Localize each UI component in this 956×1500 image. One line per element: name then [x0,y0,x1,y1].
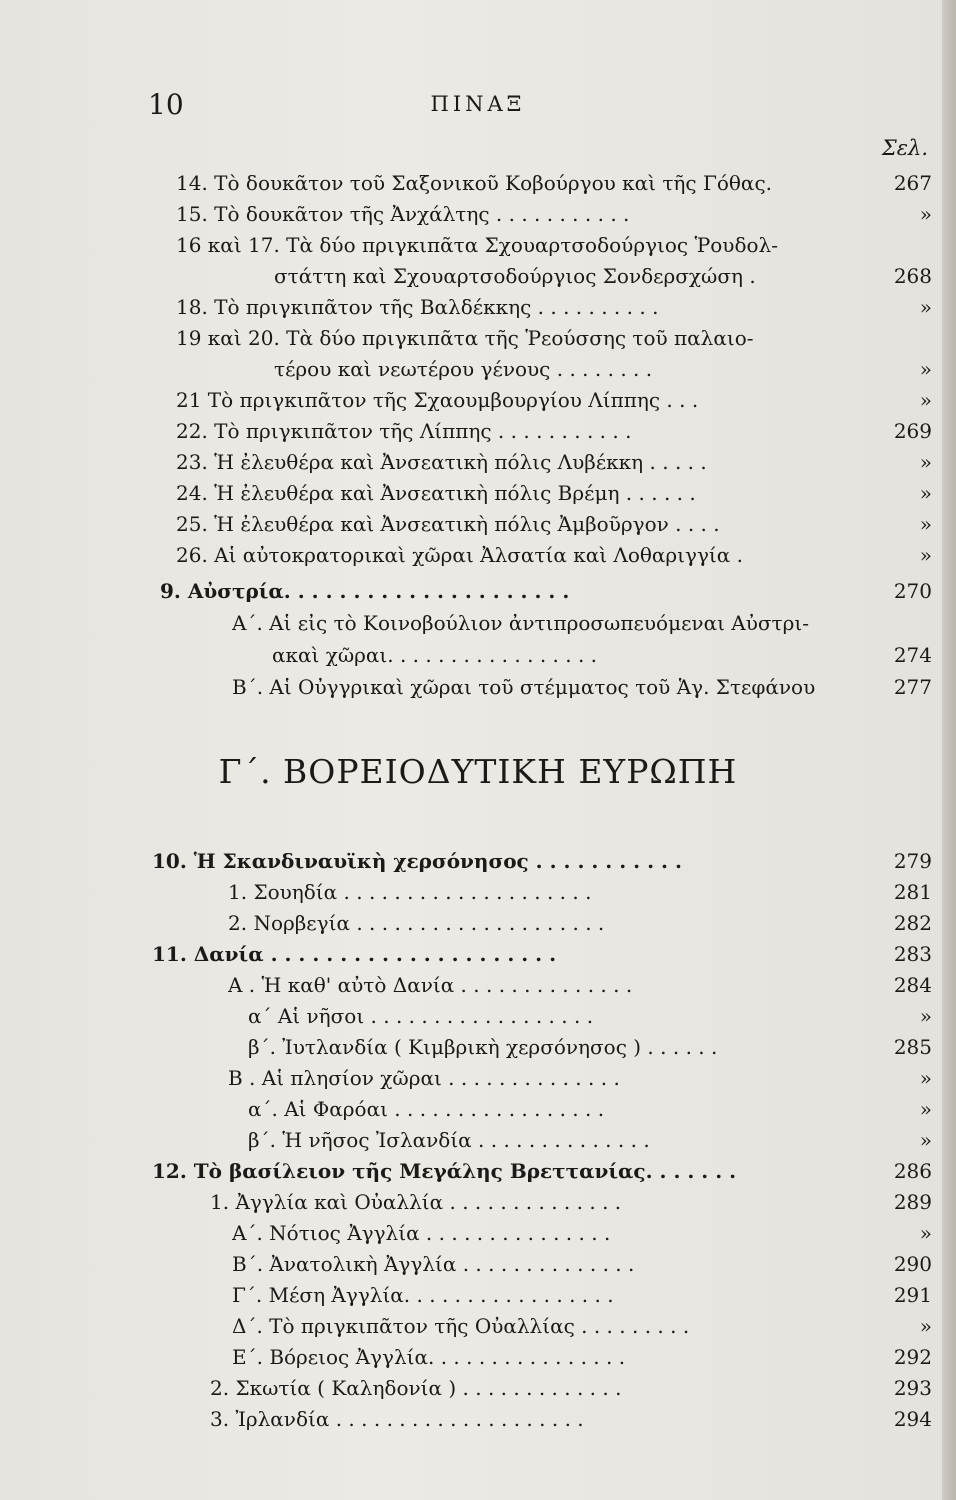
toc-entry [0,1311,956,1342]
toc-entry-text: 2. Νορβεγία . . . . . . . . . . . . . . . . . . . . [228,911,605,935]
toc-entry-text: 2. Σκωτία ( Καληδονία ) . . . . . . . . . . . . . [210,1376,622,1400]
toc-entry-page: 286 [893,1159,932,1183]
toc-entry-page: 268 [893,264,932,288]
toc-entry [0,1032,956,1063]
toc-entry-text: α΄. Αἱ Φαρόαι . . . . . . . . . . . . . . . . . [248,1097,605,1121]
toc-entry-text: Β΄. Αἱ Οὐγγρικαὶ χῶραι τοῦ στέμματος τοῦ Ἁγ. Στεφάνου [232,675,816,699]
toc-entry-page: » [919,388,932,412]
toc-entry-page: » [919,1128,932,1152]
toc-entry [0,939,956,970]
toc-entry-text: 19 καὶ 20. Τὰ δύο πριγκιπᾶτα τῆς Ῥεούσσης τοῦ παλαιο- [176,326,754,350]
toc-entry-text: 3. Ἰρλανδία . . . . . . . . . . . . . . . . . . . . [210,1407,584,1431]
toc-entry-text: 23. Ἡ ἐλευθέρα καὶ Ἀνσεατικὴ πόλις Λυβέκκη . . . . . [176,450,707,474]
running-head: ΠΙΝΑΞ [430,92,526,116]
toc-entry-page: 283 [893,942,932,966]
toc-entry [0,261,956,292]
toc-entry [0,323,956,354]
toc-entry [0,416,956,447]
toc-entry-text: στάττη καὶ Σχουαρτσοδούργιος Σονδερσχώση . [274,264,756,288]
toc-entry-page: 293 [893,1376,932,1400]
toc-entry-page: » [919,202,932,226]
toc-entry-text: β΄. Ἰυτλανδία ( Κιμβρικὴ χερσόνησος ) . . . . . . [248,1035,718,1059]
toc-entry-text: τέρου καὶ νεωτέρου γένους . . . . . . . . [274,357,653,381]
toc-entry-text: 26. Αἱ αὐτοκρατορικαὶ χῶραι Ἀλσατία καὶ Λοθαριγγία . [176,543,743,567]
toc-entry-page: » [919,543,932,567]
toc-entry [0,1404,956,1435]
section-title: Γ΄. ΒΟΡΕΙΟΔΥΤΙΚΗ ΕΥΡΩΠΗ [218,752,738,791]
toc-entry-page: » [919,1221,932,1245]
toc-entry-text: 11. Δανία . . . . . . . . . . . . . . . . . . . . . [152,942,557,966]
toc-entry-page: 291 [893,1283,932,1307]
toc-entry-page: 292 [893,1345,932,1369]
toc-entry-page: 267 [893,171,932,195]
toc-entry-page: 294 [893,1407,932,1431]
toc-entry [0,509,956,540]
toc-entry-text: 24. Ἡ ἐλευθέρα καὶ Ἀνσεατικὴ πόλις Βρέμη . . . . . . [176,481,696,505]
toc-entry [0,1218,956,1249]
toc-entry [0,672,956,703]
toc-entry [0,1373,956,1404]
toc-entry [0,540,956,571]
toc-entry-text: 1. Ἀγγλία καὶ Οὐαλλία . . . . . . . . . . . . . . [210,1190,622,1214]
toc-entry-page: 277 [893,675,932,699]
toc-entry [0,1156,956,1187]
toc-entry [0,1001,956,1032]
toc-entry-text: Α΄. Νότιος Ἀγγλία . . . . . . . . . . . . . . . [232,1221,611,1245]
toc-entry-text: 16 καὶ 17. Τὰ δύο πριγκιπᾶτα Σχουαρτσοδούργιος Ῥουδολ- [176,233,778,257]
toc-entry-text: 22. Τὸ πριγκιπᾶτον τῆς Λίππης . . . . . . . . . . . [176,419,632,443]
toc-entry-page: 270 [893,579,932,603]
toc-entry-text: 18. Τὸ πριγκιπᾶτον τῆς Βαλδέκκης . . . . . . . . . . [176,295,659,319]
toc-entry-text: Δ΄. Τὸ πριγκιπᾶτον τῆς Οὐαλλίας . . . . . . . . . [232,1314,690,1338]
toc-entry-text: Α΄. Αἱ εἰς τὸ Κοινοβούλιον ἀντιπροσωπευόμεναι Αὐστρι- [232,611,809,635]
toc-entry-page: » [919,512,932,536]
toc-entry-page: 289 [893,1190,932,1214]
toc-entry-page: 284 [893,973,932,997]
toc-entry-page: 281 [893,880,932,904]
toc-entry-page: 282 [893,911,932,935]
toc-entry [0,230,956,261]
toc-entry-page: 269 [893,419,932,443]
toc-entry [0,608,956,639]
page-column-label: Σελ. [881,136,928,160]
toc-entry [0,576,956,607]
toc-entry [0,970,956,1001]
toc-entry-text: ακαὶ χῶραι. . . . . . . . . . . . . . . . . [272,643,598,667]
toc-entry [0,168,956,199]
toc-entry [0,877,956,908]
toc-entry-page: 274 [893,643,932,667]
toc-entry-page: 279 [893,849,932,873]
toc-entry-text: 15. Τὸ δουκᾶτον τῆς Ἀνχάλτης . . . . . . . . . . . [176,202,630,226]
toc-entry-text: Β΄. Ἀνατολικὴ Ἀγγλία . . . . . . . . . . . . . . [232,1252,635,1276]
toc-entry-page: » [919,1314,932,1338]
toc-entry [0,1125,956,1156]
toc-entry-page: » [919,1066,932,1090]
toc-entry [0,1063,956,1094]
toc-entry [0,640,956,671]
toc-entry-page: 285 [893,1035,932,1059]
toc-entry-text: 12. Τὸ βασίλειον τῆς Μεγάλης Βρεττανίας. . . . . . . [152,1159,737,1183]
toc-entry-page: 290 [893,1252,932,1276]
toc-entry-page: » [919,450,932,474]
toc-entry [0,1280,956,1311]
toc-entry [0,447,956,478]
toc-entry [0,354,956,385]
toc-entry [0,1342,956,1373]
toc-entry-text: β΄. Ἡ νῆσος Ἰσλανδία . . . . . . . . . . . . . . [248,1128,650,1152]
toc-entry-text: 10. Ἡ Σκανδιναυϊκὴ χερσόνησος . . . . . . . . . . . [152,849,682,873]
toc-entry-page: » [919,481,932,505]
toc-entry-text: Ε΄. Βόρειος Ἀγγλία. . . . . . . . . . . . . . . . [232,1345,626,1369]
toc-entry [0,199,956,230]
toc-entry-page: » [919,295,932,319]
page-number: 10 [148,88,184,121]
toc-entry [0,1094,956,1125]
toc-entry-text: 1. Σουηδία . . . . . . . . . . . . . . . . . . . . [228,880,592,904]
toc-entry-text: Γ΄. Μέση Ἀγγλία. . . . . . . . . . . . . . . . . [232,1283,614,1307]
toc-entry-page: » [919,1097,932,1121]
toc-entry-page: » [919,357,932,381]
toc-entry-text: α΄ Αἱ νῆσοι . . . . . . . . . . . . . . . . . . [248,1004,594,1028]
toc-entry [0,1187,956,1218]
toc-entry [0,908,956,939]
toc-entry [0,846,956,877]
toc-entry-text: Α . Ἡ καθ' αὐτὸ Δανία . . . . . . . . . . . . . . [228,973,633,997]
toc-entry-text: 25. Ἡ ἐλευθέρα καὶ Ἀνσεατικὴ πόλις Ἀμβοῦργον . . . . [176,512,720,536]
toc-entry-text: 21 Τὸ πριγκιπᾶτον τῆς Σχαουμβουργίου Λίππης . . . [176,388,699,412]
toc-entry [0,478,956,509]
toc-entry-page: » [919,1004,932,1028]
toc-entry-text: Β . Αἱ πλησίον χῶραι . . . . . . . . . . . . . . [228,1066,620,1090]
toc-entry [0,292,956,323]
toc-entry [0,385,956,416]
toc-entry-text: 9. Αὐστρία. . . . . . . . . . . . . . . . . . . . . [160,579,570,603]
toc-entry [0,1249,956,1280]
toc-entry-text: 14. Τὸ δουκᾶτον τοῦ Σαξονικοῦ Κοβούργου καὶ τῆς Γόθας. [176,171,772,195]
